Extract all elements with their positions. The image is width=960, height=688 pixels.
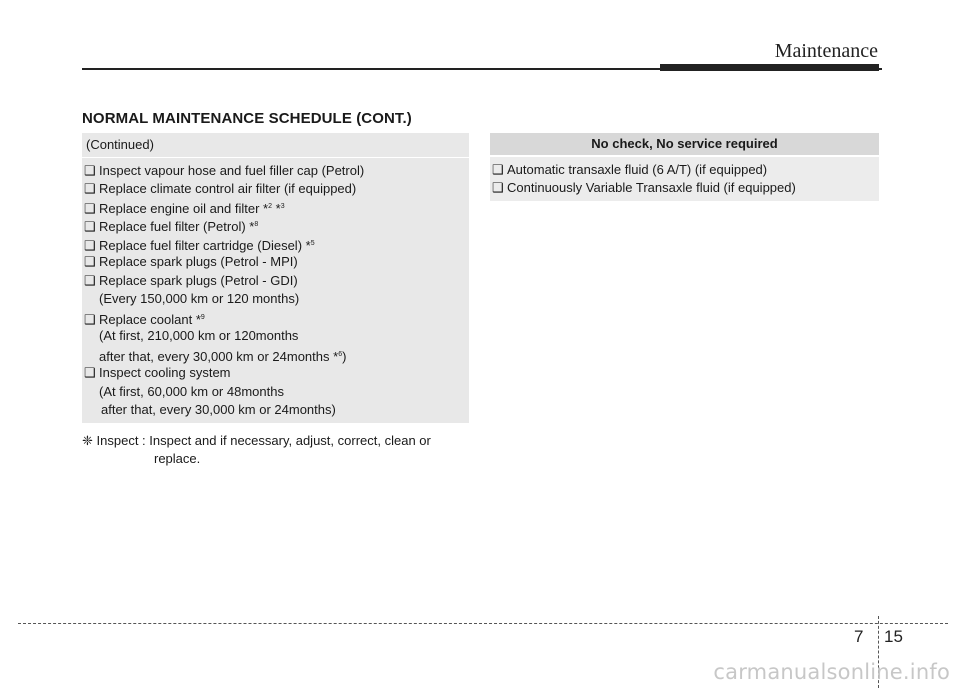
header-rule-accent [660, 64, 879, 71]
watermark: carmanualsonline.info [713, 660, 950, 684]
list-item: ❑ Replace fuel filter cartridge (Diesel) *$^5$ [84, 238, 315, 253]
chapter-number: 7 [854, 627, 864, 646]
checkbox-icon: ❑ [84, 312, 96, 327]
list-item: ❑ Replace fuel filter (Petrol) *$^8$ [84, 219, 259, 234]
page-number: 15 [884, 627, 903, 646]
checkbox-icon: ❑ [84, 273, 96, 288]
list-item-note: (Every 150,000 km or 120 months) [99, 291, 300, 306]
footnote: ❈ Inspect : Inspect and if necessary, adjust, correct, clean or [82, 433, 431, 448]
checkbox-icon: ❑ [492, 162, 504, 177]
right-panel-heading: No check, No service required [591, 136, 778, 151]
list-item: ❑ Replace spark plugs (Petrol - GDI) [84, 273, 298, 288]
header-title: Maintenance [774, 40, 878, 62]
checkbox-icon: ❑ [84, 163, 96, 178]
list-item-note: after that, every 30,000 km or 24months) [101, 402, 336, 417]
checkbox-icon: ❑ [492, 180, 504, 195]
list-item-note: after that, every 30,000 km or 24months *$^6$) [99, 349, 347, 364]
checkbox-icon: ❑ [84, 219, 96, 234]
list-item: ❑ Inspect vapour hose and fuel filler cap (Petrol) [84, 163, 365, 178]
footer-rule [18, 623, 948, 624]
checkbox-icon: ❑ [84, 365, 96, 380]
section-title: NORMAL MAINTENANCE SCHEDULE (CONT.) [82, 110, 412, 127]
list-item: ❑ Continuously Variable Transaxle fluid (if equipped) [492, 180, 796, 195]
checkbox-icon: ❑ [84, 181, 96, 196]
list-item: ❑ Replace spark plugs (Petrol - MPI) [84, 254, 298, 269]
footnote-symbol-icon: ❈ [82, 433, 93, 448]
checkbox-icon: ❑ [84, 201, 96, 216]
list-item: ❑ Automatic transaxle fluid (6 A/T) (if equipped) [492, 162, 768, 177]
list-item-note: (At first, 210,000 km or 120months [99, 328, 299, 343]
footnote-continuation: replace. [154, 451, 201, 466]
list-item: ❑ Replace coolant *$^9$ [84, 312, 205, 327]
list-item: ❑ Inspect cooling system [84, 365, 231, 380]
list-item: ❑ Replace engine oil and filter *$^2$ *$^3$ [84, 201, 285, 216]
checkbox-icon: ❑ [84, 238, 96, 253]
list-item-note: (At first, 60,000 km or 48months [99, 384, 284, 399]
list-item: ❑ Replace climate control air filter (if equipped) [84, 181, 357, 196]
left-panel-heading: (Continued) [86, 137, 154, 152]
checkbox-icon: ❑ [84, 254, 96, 269]
